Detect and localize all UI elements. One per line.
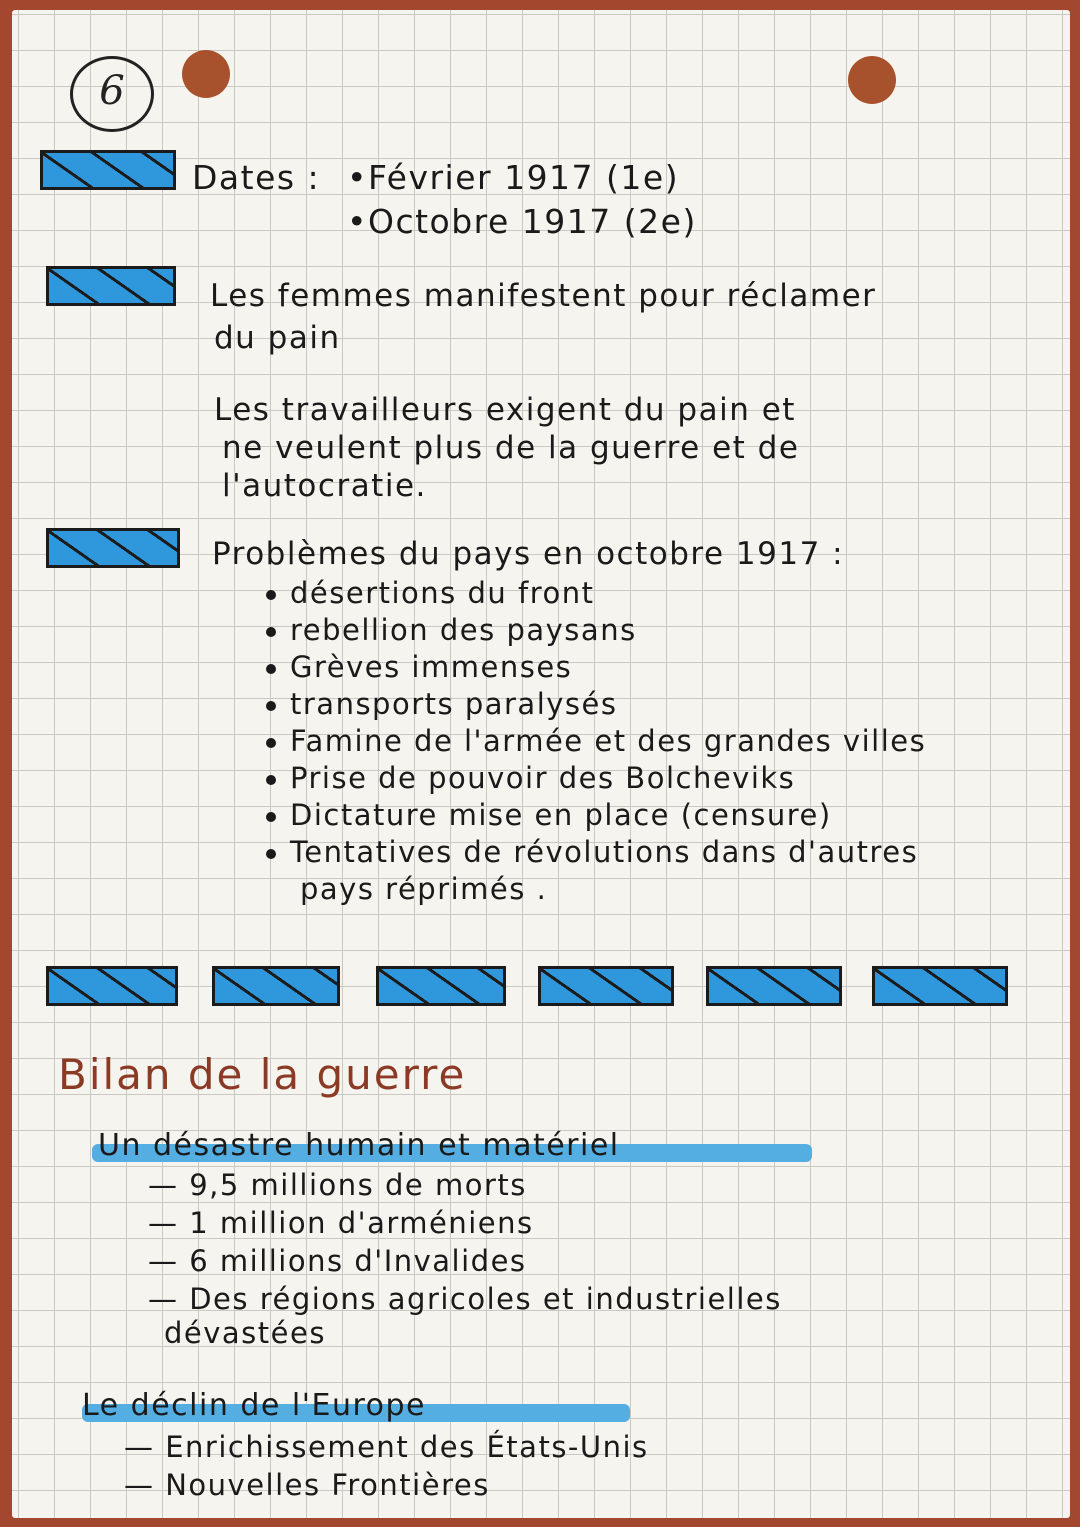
divider-stripe xyxy=(706,966,842,1006)
punch-hole-right xyxy=(848,56,896,104)
list-item: Prise de pouvoir des Bolcheviks xyxy=(266,761,795,795)
list-item: Grèves immenses xyxy=(266,650,572,684)
notebook-page xyxy=(12,10,1070,1518)
list-item: — 6 millions d'Invalides xyxy=(148,1244,527,1278)
block2-line-4: ne veulent plus de la guerre et de xyxy=(222,430,800,466)
dates-line-1: •Février 1917 (1e) xyxy=(347,158,680,197)
divider-stripe xyxy=(538,966,674,1006)
stripe-marker-1 xyxy=(40,150,176,190)
list-item: rebellion des paysans xyxy=(266,613,637,647)
block2-line-2: du pain xyxy=(214,320,341,356)
list-item-continuation: dévastées xyxy=(164,1316,326,1350)
subsection-heading: Le déclin de l'Europe xyxy=(82,1388,427,1423)
page-number: 6 xyxy=(70,56,154,132)
dates-line-2: •Octobre 1917 (2e) xyxy=(347,202,697,241)
divider-stripe xyxy=(872,966,1008,1006)
list-item: — 1 million d'arméniens xyxy=(148,1206,534,1240)
list-item: — 9,5 millions de morts xyxy=(148,1168,527,1202)
block2-line-3: Les travailleurs exigent du pain et xyxy=(214,392,796,428)
section-title: Bilan de la guerre xyxy=(58,1050,467,1099)
block2-line-5: l'autocratie. xyxy=(222,468,427,504)
stripe-marker-3 xyxy=(46,528,180,568)
problems-heading: Problèmes du pays en octobre 1917 : xyxy=(212,536,845,572)
punch-hole-left xyxy=(182,50,230,98)
list-item: transports paralysés xyxy=(266,687,617,721)
list-item: Tentatives de révolutions dans d'autres xyxy=(266,835,918,869)
list-item: — Nouvelles Frontières xyxy=(124,1468,490,1502)
dates-label: Dates : xyxy=(192,158,321,197)
list-item-continuation: pays réprimés . xyxy=(300,872,548,906)
subsection-heading: Un désastre humain et matériel xyxy=(98,1128,620,1163)
list-item: désertions du front xyxy=(266,576,595,610)
block2-line-1: Les femmes manifestent pour réclamer xyxy=(210,278,877,314)
divider-stripe xyxy=(46,966,178,1006)
list-item: — Enrichissement des États-Unis xyxy=(124,1430,649,1464)
list-item: Dictature mise en place (censure) xyxy=(266,798,832,832)
divider-stripe xyxy=(376,966,506,1006)
list-item: — Des régions agricoles et industrielles xyxy=(148,1282,782,1316)
stripe-marker-2 xyxy=(46,266,176,306)
list-item: Famine de l'armée et des grandes villes xyxy=(266,724,926,758)
divider-stripe xyxy=(212,966,340,1006)
